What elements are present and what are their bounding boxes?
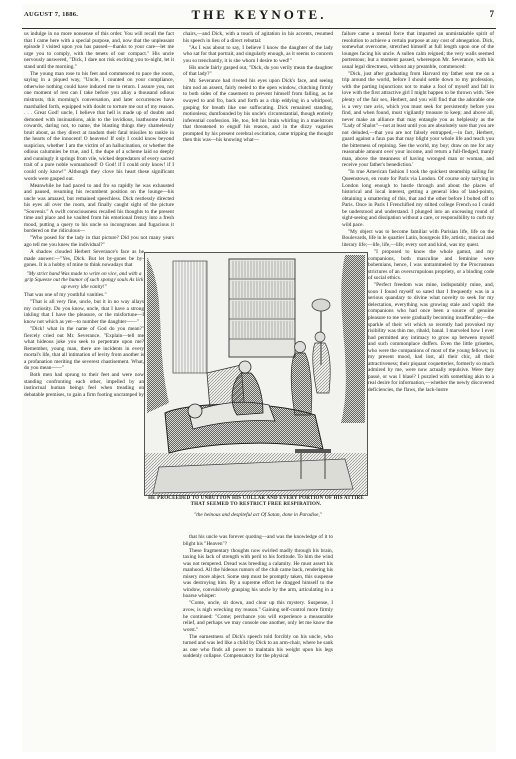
quoted-verse: "My strict hand Was made to write on vice, and with a grip Squeeze out the humor of such spongy souls As lick up every idle vanity!": [24, 270, 144, 290]
page-number: 7: [489, 9, 494, 19]
masthead: [22, 6, 496, 29]
paragraph: The young man rose to his feet and commenced to pace the room, saying in a piqued way, "Uncle, I counted on your compliance, otherwise nothing could have induced me to return. I assure you, not one moment of rest can I take before you allay a thousand odious mistrusts, this morning's conversation, and later occurrences have marshalled forth, equipped with doubt to torture me out of my reason. . . . Great God! uncle, I believe that hell is made up of doubts and demoned with insinuations, akin to the invidious, loathsome mortal cowards, daring not, to name, the blasting things they shamelessly bruit about, as they direct at random their fatal missiles to rankle in the hearts of the innocent! O heavens! If only I could know beyond suspicion, whether I am the victim of an hallucination, or whether the odious calumnies be true, and I, the dupe of a scheme laid so deeply and cunningly it springs from vile, wicked depredators of every sacred trait of a pure noble womanhood! O God! if I could only know! if I could only know!" Although they clove his heart these significant words were gasped out.: [24, 70, 174, 182]
paragraph: "Who posed for the lady in that picture? Did you not many years ago tell me you knew the individual?": [24, 235, 174, 248]
paragraph: that his uncle was forever quoting—and was the knowledge of it to blight his "Heaven"?: [183, 534, 333, 547]
paragraph: His uncle fairly gasped out, "Dick, do you verily mean the daughter of that lady?": [183, 64, 333, 78]
column-2-top: [183, 31, 333, 257]
paragraph: That was one of my youthful vanities.": [24, 292, 107, 299]
column-3: [342, 31, 494, 748]
issue-date: AUGUST 7, 1886.: [24, 11, 79, 18]
column-2-bottom: [183, 534, 333, 748]
illustration-caption: HE PROCEEDED TO UNBUTTON HIS COLLAR AND EVERY PORTION OF HIS ATTIRE THAT SEEMED TO RESTRICT FREE RESPIRATION.: [148, 496, 364, 507]
paragraph: "As I was about to say, I believe I know the daughter of the lady who sat for that portrait, and singularly enough, as it seems to concern you so trenchantly, it is she whom I desire to wed!": [183, 44, 333, 64]
paragraph: Meanwhile he had paced to and fro so rapidly he was exhausted and paused, resuming his recumbent position on the lounge—his uncle was amazed, but remained speechless. Dick restlessly directed his eyes all over the room, and finally caught sight of the picture "Souvenir." A swift consciousness recalled his thoughts to the present time and place and he vaulted from his emotional frenzy into a fresh mood, putting a query to his uncle so incongruous and fugacious it bordered on the ridiculous—: [24, 182, 174, 235]
paragraph: failure came a mental force that imparted an unmistakable spirit of resolution to achieve a certain purpose at any cost of abnegation. Dick, somewhat overcome, stretched himself at full length upon one of the lounges facing his uncle. A sullen calm reigned; the very walls seemed portentous; but a moment passed, whereupon Mr. Severance, with his usual legal directness, without any preamble, commenced:: [342, 31, 494, 70]
newspaper-page: [22, 4, 496, 752]
paragraph: "Come, uncle, sit down, and clear up this mystery. Suspense, I avow, is nigh wrecking my reason." Gaining self-control more firmly he continued: "Come; perchance you will experience a measurable relief, and perhaps we may console one another, only let me know the worst.": [183, 600, 333, 633]
paragraph: "I proposed to know the whole gamut, and my companions, both masculine and feminine were bohemians, hence, I was untrammeled by the Procrustean strictures of an overscrupulous propriety, or a binding code of social ethics.: [368, 249, 494, 282]
paragraph: "Perfect freedom was mine, indisputably mine, and, soon I found myself so sated that I frequently was in a serious quandary to divine what novelty to seek for my delectation, everything was growing stale and vapid: the companions who had once been a source of genuine pleasure to me were gradually becoming insufferable;—the sparkle of their wit which so recently had provoked my risibility was thin me, ribald, banal. I marveled how I ever had permitted any intimacy to grow up between myself and such commonplace duffers. Even the little grisettes, who were the companions of most of the young fellows; in my present mood, had lost, all their chic, all their attractiveness; their piquant coquetteries, formerly so much admired by me, were now actually repulsive. Were they passé, or was I blasé? I puzzled with something akin to a real desire for information,—whether the newly discovered deficiencies, the flaws, the lack-lustre: [368, 282, 494, 394]
paragraph: chairs,—and Dick, with a touch of agitation in his accents, resumed his speech in lieu of a direct rebuttal:: [183, 31, 333, 44]
verse-quote: "the heinous and despiteful act Of Satan, done in Paradise,": [194, 512, 322, 518]
paragraph: A shadow clouded Herbert Severance's face as he made answer:—"Yes, Dick. But let by-gones be by-gones. It is a hobby of mine to think nowadays that: [24, 249, 144, 269]
engraving-illustration: [144, 252, 368, 496]
paragraph: Both men had sprung to their feet and were now standing confronting each other, impelled by an instinctual human beings feel when treading on debatable premises, to gain a firm footing uncramped by: [24, 372, 144, 399]
paragraph: The earnestness of Dick's speech told forcibly on his uncle, who turned and was led like a child by Dick to an arm-chair, where he sank as one who finds all power to maintain his weight upon his legs suddenly collapse. Compensatory for the physical: [183, 633, 333, 660]
paragraph: "My object was to become familiar with Parisian life, life on the Boulevards, life in le quartier Latin, bourgeois life, artistic, musical and literary life;—life, life,—life; every sort and kind, was my quest.: [342, 228, 494, 248]
paragraph: "Dick! what in the name of God do you mean?" fiercely cried out Mr. Severance. "Explain—tell me what hideous joke you seek to perpetrate upon me? Remember, young man, there are incidents in every mortal's life, that all intimation of levity from another is a profanation meriting the severest chastisement. What, do you mean——": [24, 326, 144, 372]
paragraph: "In true American fashion I took the quickest steamship sailing for Queenstown, en route for Paris via London. Of course only tarrying in London long enough to hustle through and about the places of historical and local interest, getting a general idea of land-points, obtaining a smattering of this, that and the other before I bolted off to Paris. Once in Paris I Frenchified my stilted college French so I could be understood and understand. I plunged into an unceasing round of sight-seeing and dissipation without a care, or responsibility to curb my wild pace.: [342, 169, 494, 228]
paragraph: us indulge in no more nonsense of this order. You will recall the fact that I came here with a special purpose, and, now that the unpleasant episode I visited upon you has passed—thanks to your care—let me urge you to comply, with the tenets of our compact." His uncle nervously answered, "Dick, I dare not risk exciting you to-night, let it stand until the morning.": [24, 31, 174, 70]
paragraph: "Dick, just after graduating from Harvard my father sent me on a trip around the world, before I should settle down to my profession, with the parting injunctions not to make a fool of myself and fall in love with the first attractive girl I might happen to be thrown with. 'See plenty of the fair sex, Herbert, and you will find that the adorable one is a very rare avis, which you must seek for persistently before you find, and when found, must vigilantly treasure to keep; and above all, never make an alliance that may entangle you as helplessly as the "Lady of Shalot"—not at least until you are absolutely sure that you are not deluded,—that you are not falsely entrapped,—in fact, Herbert, guard against a faux pas that may blight your whole life and teach you the bitterness of repining. See the world, my boy; draw on me for any reasonable amount over your income, and return a full-fledged, manly man, above the meanness of having wronged man or woman, and receive your father's benediction.': [342, 70, 494, 169]
publication-title: THE KEYNOTE.: [191, 7, 327, 22]
paragraph: These fragmentary thoughts now swirled madly through his brain, taxing his lack of strength with peril to his fortitude. To him the wind was not tempered. Dread was breeding a calamity. He must assert his manhood. All the hideous rumors of the club came back, rendering his misery more abject. Some step must be promptly taken, this suspense was destroying him. By a supreme effort he dragged himself to the window, convulsively grasping his uncle by the arm, articulating in a hoarse whisper:: [183, 547, 333, 600]
paragraph: "That is all very fine, uncle, but it in no way allays my curiosity. Do you know, uncle, that I have a strong inkling that I have the pleasure, or the misfortune—I know not which as yet—to number the daughter——": [24, 299, 144, 326]
engraving-drawing: [145, 253, 367, 495]
paragraph: Mr. Severance had riveted his eyes upon Dick's face, and seeing him nod an assent, fairly reeled to the open window, clutching firmly to both sides of the casement to prevent himself from falling, as he swayed to and fro, back and forth as a chip eddying in a whirlpool, gasping for breath like one suffocating. Dick remained standing, motionless; dumfounded by his uncle's circumstantial, though entirely inferential confession. He, too, felt his brain whirling in a maelstrom that threatened to engulf his reason, and in the dizzy vagaries prompted by his present cerebral excitation, came tripping the thought then this was—his knowing what—: [183, 78, 333, 144]
